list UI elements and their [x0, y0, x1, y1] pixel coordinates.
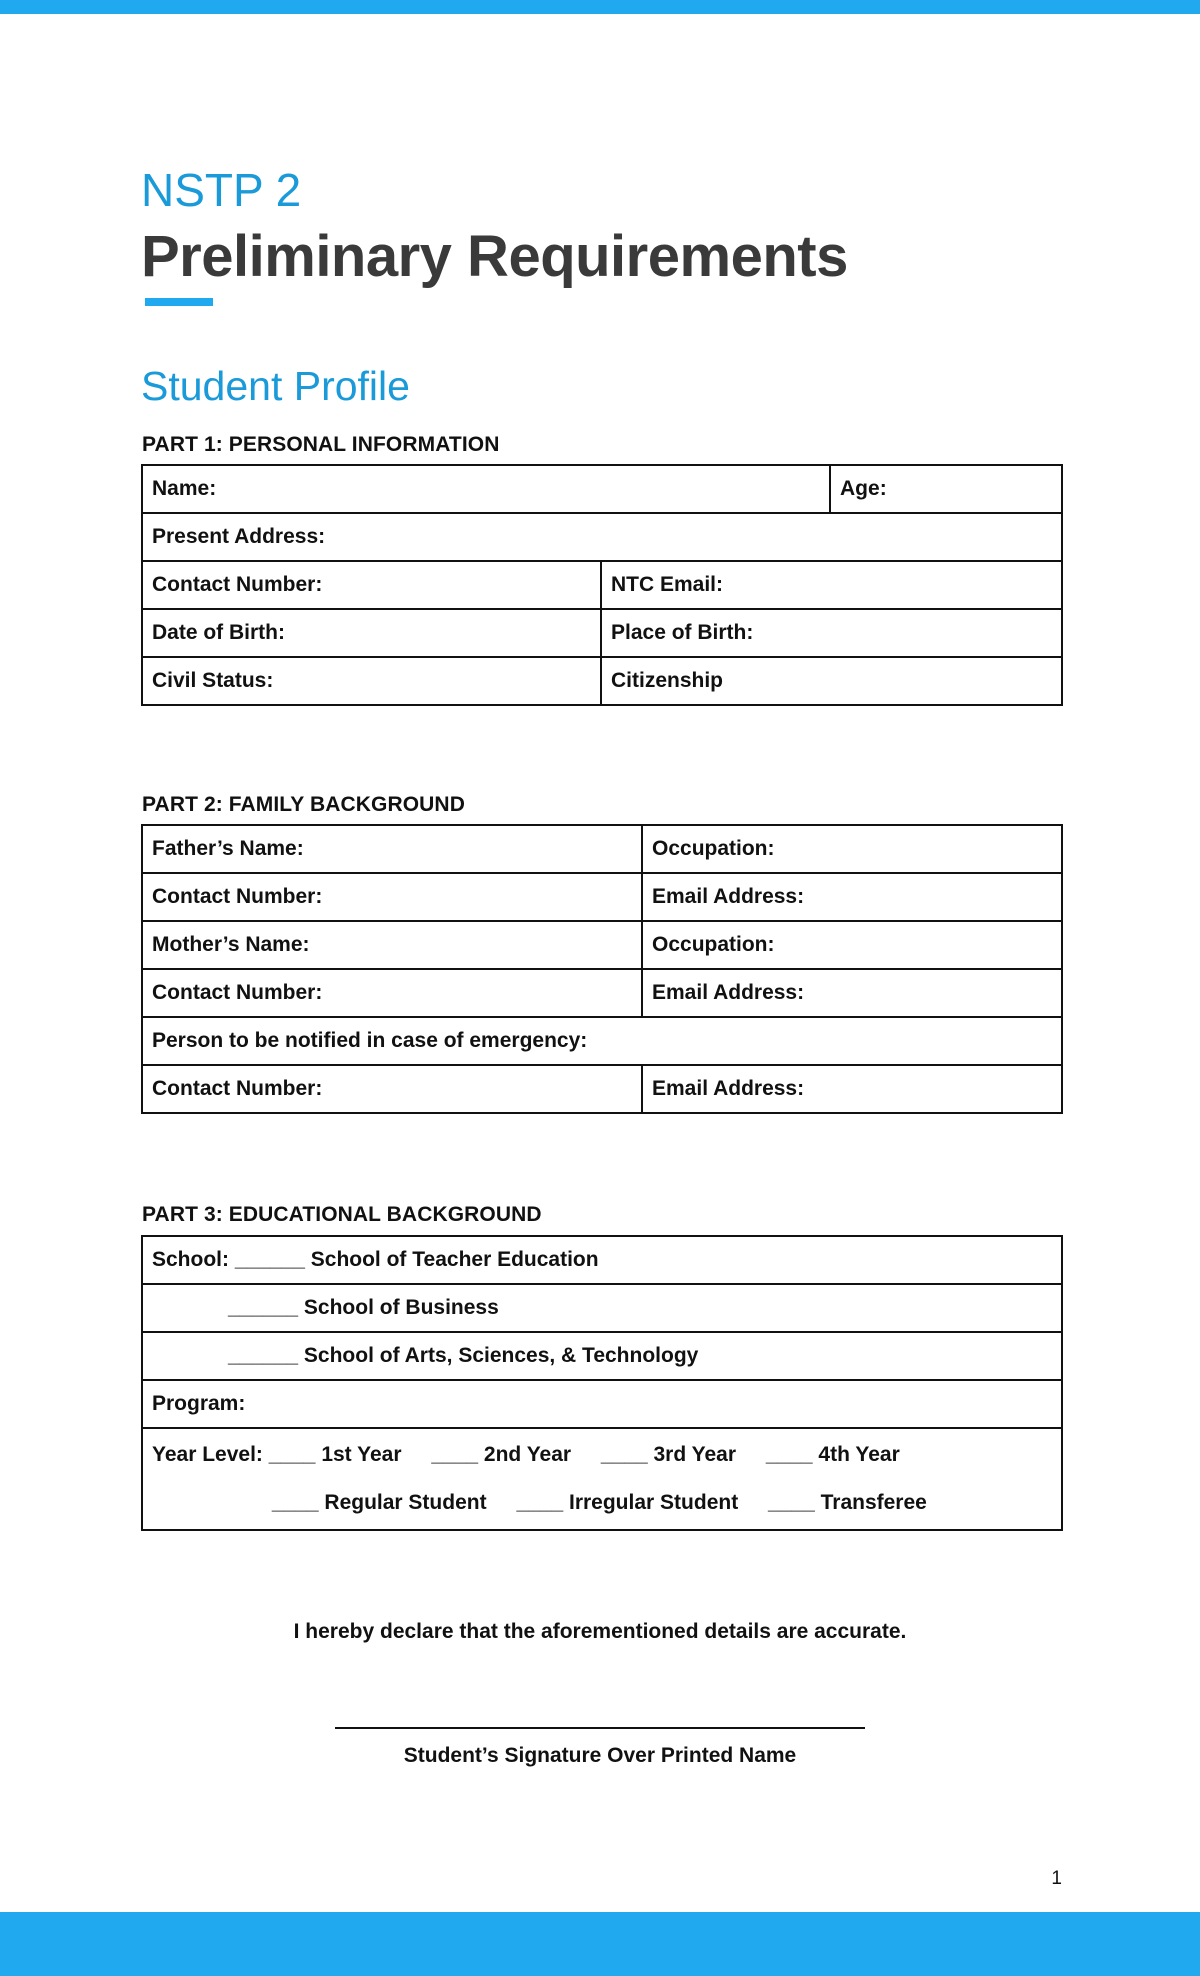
table-row [142, 1284, 1062, 1332]
school-name: School of Business [303, 1296, 499, 1319]
father-contact-field[interactable]: Contact Number: [142, 873, 642, 921]
student-type-option: Irregular Student [569, 1491, 739, 1514]
year-option: 1st Year [321, 1443, 402, 1466]
table-row [142, 657, 1062, 705]
table-row [142, 1017, 1062, 1065]
table-row [142, 873, 1062, 921]
date-of-birth-field[interactable]: Date of Birth: [142, 609, 601, 657]
citizenship-field[interactable]: Citizenship [601, 657, 1062, 705]
table-row [142, 969, 1062, 1017]
section-title: Student Profile [141, 363, 410, 409]
table-row [142, 609, 1062, 657]
civil-status-field[interactable]: Civil Status: [142, 657, 601, 705]
mother-email-field[interactable]: Email Address: [642, 969, 1062, 1017]
table-row [142, 921, 1062, 969]
school-name: School of Arts, Sciences, & Technology [303, 1344, 699, 1367]
part1-heading: PART 1: PERSONAL INFORMATION [142, 433, 500, 456]
year-blank[interactable]: ____ [765, 1443, 813, 1466]
table-row [142, 561, 1062, 609]
school-label: School: [152, 1248, 229, 1271]
father-email-field[interactable]: Email Address: [642, 873, 1062, 921]
ntc-email-field[interactable]: NTC Email: [601, 561, 1062, 609]
place-of-birth-field[interactable]: Place of Birth: [601, 609, 1062, 657]
title-underline [145, 298, 213, 306]
student-type-blank[interactable]: ____ [516, 1491, 564, 1514]
school-blank[interactable]: ______ [228, 1344, 299, 1367]
student-type-option: Transferee [820, 1491, 927, 1514]
top-accent-bar [0, 0, 1200, 14]
table-row [142, 1380, 1062, 1428]
page-title: Preliminary Requirements [141, 224, 848, 289]
year-blank[interactable]: ____ [600, 1443, 648, 1466]
table-row [142, 1236, 1062, 1284]
personal-info-table [141, 464, 1063, 706]
table-row [142, 825, 1062, 873]
year-option: 3rd Year [653, 1443, 736, 1466]
present-address-field[interactable]: Present Address: [142, 513, 1062, 561]
mother-contact-field[interactable]: Contact Number: [142, 969, 642, 1017]
contact-number-field[interactable]: Contact Number: [142, 561, 601, 609]
name-field[interactable]: Name: [142, 465, 830, 513]
emergency-email-field[interactable]: Email Address: [642, 1065, 1062, 1113]
declaration-text: I hereby declare that the aforementioned details are accurate. [293, 1620, 907, 1643]
signature-caption: Student’s Signature Over Printed Name [403, 1744, 797, 1767]
year-level-label: Year Level: [152, 1443, 263, 1466]
part3-heading: PART 3: EDUCATIONAL BACKGROUND [142, 1203, 542, 1226]
school-blank[interactable]: ______ [234, 1248, 305, 1271]
course-label: NSTP 2 [141, 164, 302, 216]
family-background-table [141, 824, 1063, 1114]
school-option-teacher-education[interactable] [142, 1236, 1062, 1284]
program-field[interactable]: Program: [142, 1380, 1062, 1428]
bottom-accent-bar [0, 1912, 1200, 1976]
table-row [142, 1065, 1062, 1113]
emergency-contact-field[interactable]: Contact Number: [142, 1065, 642, 1113]
student-type-blank[interactable]: ____ [768, 1491, 815, 1514]
table-row [142, 513, 1062, 561]
table-row [142, 1428, 1062, 1530]
school-name: School of Teacher Education [310, 1248, 599, 1271]
mothers-name-field[interactable]: Mother’s Name: [142, 921, 642, 969]
year-level-options [152, 1431, 1061, 1479]
age-field[interactable]: Age: [830, 465, 1062, 513]
year-blank[interactable]: ____ [431, 1443, 479, 1466]
student-type-option: Regular Student [324, 1491, 487, 1514]
school-option-arts-sciences-technology[interactable] [142, 1332, 1062, 1380]
emergency-person-field[interactable]: Person to be notified in case of emergency: [142, 1017, 1062, 1065]
part2-heading: PART 2: FAMILY BACKGROUND [142, 793, 465, 816]
fathers-name-field[interactable]: Father’s Name: [142, 825, 642, 873]
educational-background-table [141, 1235, 1063, 1531]
year-option: 2nd Year [483, 1443, 572, 1466]
father-occupation-field[interactable]: Occupation: [642, 825, 1062, 873]
year-option: 4th Year [818, 1443, 900, 1466]
mother-occupation-field[interactable]: Occupation: [642, 921, 1062, 969]
table-row [142, 1332, 1062, 1380]
student-type-blank[interactable]: ____ [271, 1491, 319, 1514]
signature-line[interactable] [335, 1727, 865, 1729]
table-row [142, 465, 1062, 513]
school-blank[interactable]: ______ [228, 1296, 299, 1319]
year-level-field [142, 1428, 1062, 1530]
year-blank[interactable]: ____ [268, 1443, 316, 1466]
page-number: 1 [1051, 1868, 1062, 1889]
student-type-options [152, 1479, 1061, 1527]
school-option-business[interactable] [142, 1284, 1062, 1332]
